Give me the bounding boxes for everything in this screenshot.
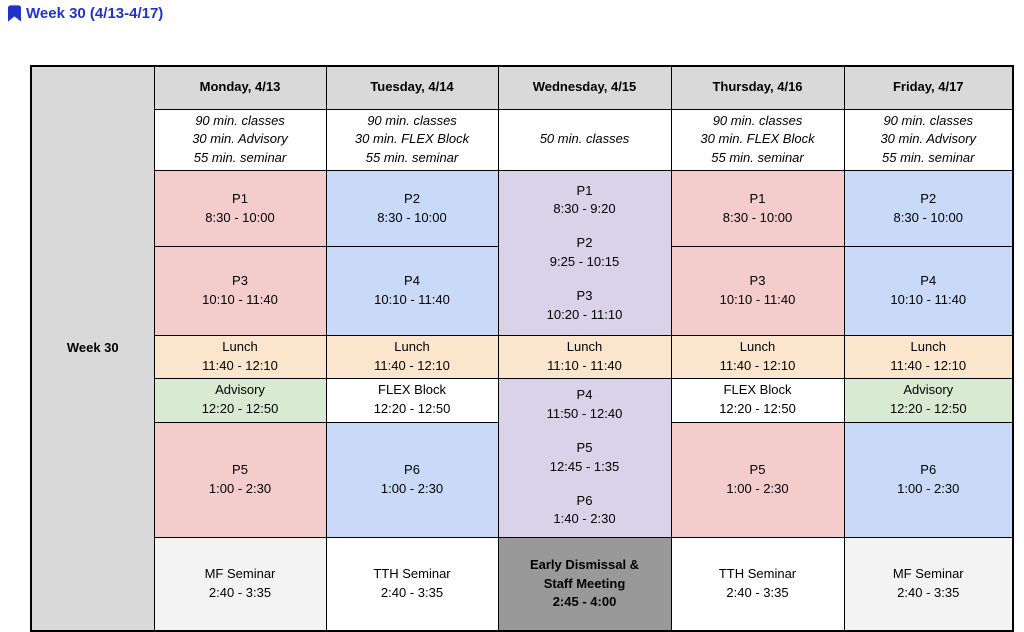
cell-wednesday-afternoon [498,378,671,537]
period-name: P6 [920,461,937,477]
period-name: P1 [749,190,766,206]
cell-friday-p6 [844,422,1013,537]
period-name: Lunch [910,339,946,355]
period-name: Lunch [394,339,430,355]
period-time: 2:40 - 3:35 [726,584,789,600]
period-name: P3 [576,287,593,303]
period-time: 1:00 - 2:30 [897,480,960,496]
period-name: TTH Seminar [718,566,797,582]
period-time: 2:40 - 3:35 [897,584,960,600]
period-name: P6 [576,492,593,508]
cell-wednesday-lunch [498,336,671,379]
bookmark-icon [8,5,21,22]
period-time: 11:10 - 11:40 [547,357,622,373]
period-row-1 [31,171,1013,247]
cell-monday-seminar [154,537,326,631]
cell-friday-seminar [844,537,1013,631]
header-thursday: Thursday, 4/16 [671,66,844,109]
cell-monday-p5 [154,422,326,537]
cell-tuesday-p2 [326,171,498,247]
period-name: Lunch [739,339,776,355]
period-name: Advisory [215,382,265,398]
desc-line: 90 min. classes [195,112,285,128]
desc-line: 50 min. classes [539,131,630,147]
cell-monday-p3 [154,247,326,336]
desc-line: 90 min. classes [712,112,803,128]
period-name: P1 [576,182,593,198]
period-name: FLEX Block [378,382,446,398]
period-time: 8:30 - 10:00 [893,209,963,225]
cell-friday-p4 [844,247,1013,336]
period-block [547,287,623,325]
period-name: P3 [232,273,248,289]
period-name: P4 [576,387,593,403]
period-name: P4 [404,273,420,289]
period-block [553,182,615,220]
cell-thursday-flex [671,378,844,422]
period-time: 10:10 - 11:40 [890,292,967,308]
cell-friday-lunch [844,336,1013,379]
cell-thursday-seminar [671,537,844,631]
desc-line: 30 min. FLEX Block [700,131,815,147]
desc-line: 30 min. Advisory [880,131,977,147]
period-time: 8:30 - 10:00 [377,209,447,225]
cell-tuesday-flex [326,378,498,422]
desc-line: 55 min. seminar [193,150,287,166]
cell-friday-advisory [844,378,1013,422]
period-time: 8:30 - 9:20 [553,201,616,217]
cell-thursday-p5 [671,422,844,537]
period-time: 11:40 - 12:10 [374,357,450,373]
cell-thursday-lunch [671,336,844,379]
period-name: P2 [920,190,937,206]
period-name: P2 [404,190,420,206]
cell-wednesday-morning [498,171,671,336]
desc-line: 55 min. seminar [365,150,459,166]
period-time: 8:30 - 10:00 [722,209,793,225]
period-time: 2:40 - 3:35 [380,584,444,600]
desc-friday [844,109,1013,171]
header-monday: Monday, 4/13 [154,66,326,109]
period-time: 8:30 - 10:00 [205,209,275,225]
period-name: P5 [232,461,248,477]
desc-line: 90 min. classes [883,112,974,128]
period-time: 11:50 - 12:40 [546,406,623,422]
period-name: Lunch [566,339,603,355]
cell-friday-p2 [844,171,1013,247]
desc-tuesday [326,109,498,171]
cell-monday-lunch [154,336,326,379]
period-time: 1:00 - 2:30 [380,480,444,496]
desc-line: 55 min. seminar [711,150,804,166]
page-title-text: Week 30 (4/13-4/17) [26,5,164,22]
period-name: FLEX Block [723,382,792,398]
header-tuesday: Tuesday, 4/14 [326,66,498,109]
cell-tuesday-seminar [326,537,498,631]
period-time: 12:20 - 12:50 [373,401,451,417]
period-time: 11:40 - 12:10 [202,357,278,373]
period-name: P3 [749,273,766,289]
period-time: 1:00 - 2:30 [208,480,272,496]
cell-thursday-p1 [671,171,844,247]
dismissal-line: Early Dismissal & [529,556,640,572]
cell-wednesday-early-dismissal [498,537,671,631]
period-time: 10:10 - 11:40 [719,292,796,308]
period-time: 12:45 - 1:35 [549,458,620,474]
period-time: 11:40 - 12:10 [719,357,796,373]
period-block [547,386,623,424]
desc-thursday [671,109,844,171]
period-name: P1 [232,190,248,206]
period-time: 11:40 - 12:10 [890,357,967,373]
period-name: P5 [576,439,593,455]
desc-line: 90 min. classes [367,112,457,128]
page-title [8,5,163,22]
desc-line: 30 min. FLEX Block [354,131,470,147]
period-name: MF Seminar [892,566,964,582]
period-time: 9:25 - 10:15 [549,254,620,270]
lunch-row [31,336,1013,379]
period-time: 12:20 - 12:50 [201,401,279,417]
desc-line: 55 min. seminar [882,150,975,166]
period-time: 12:20 - 12:50 [889,401,967,417]
period-name: P2 [576,235,593,251]
period-name: MF Seminar [204,566,276,582]
period-name: Lunch [222,339,258,355]
period-name: TTH Seminar [373,566,451,582]
period-name: P4 [920,273,937,289]
period-time: 10:10 - 11:40 [202,292,278,308]
dismissal-line: Staff Meeting [543,575,626,591]
period-block [550,234,619,272]
period-time: 1:00 - 2:30 [726,480,789,496]
period-name: Advisory [903,382,954,398]
period-time: 12:20 - 12:50 [719,401,796,417]
cell-tuesday-p6 [326,422,498,537]
cell-tuesday-lunch [326,336,498,379]
period-time: 10:20 - 11:10 [546,306,623,322]
advisory-flex-row [31,378,1013,422]
desc-line: 30 min. Advisory [192,131,288,147]
desc-monday [154,109,326,171]
week-label-cell [31,66,154,631]
header-friday: Friday, 4/17 [844,66,1013,109]
dismissal-time: 2:45 - 4:00 [552,594,617,610]
header-row [31,66,1013,109]
period-block [553,492,615,530]
cell-monday-advisory [154,378,326,422]
period-time: 2:40 - 3:35 [208,584,272,600]
cell-thursday-p3 [671,247,844,336]
period-block [550,439,619,477]
desc-wednesday [498,109,671,171]
cell-tuesday-p4 [326,247,498,336]
period-name: P5 [749,461,766,477]
period-time: 10:10 - 11:40 [374,292,450,308]
period-time: 1:40 - 2:30 [553,511,616,527]
weekly-schedule-table [30,65,1014,632]
seminar-row [31,537,1013,631]
description-row [31,109,1013,171]
cell-monday-p1 [154,171,326,247]
period-name: P6 [404,461,420,477]
week-label: Week 30 [66,340,119,356]
header-wednesday: Wednesday, 4/15 [498,66,671,109]
